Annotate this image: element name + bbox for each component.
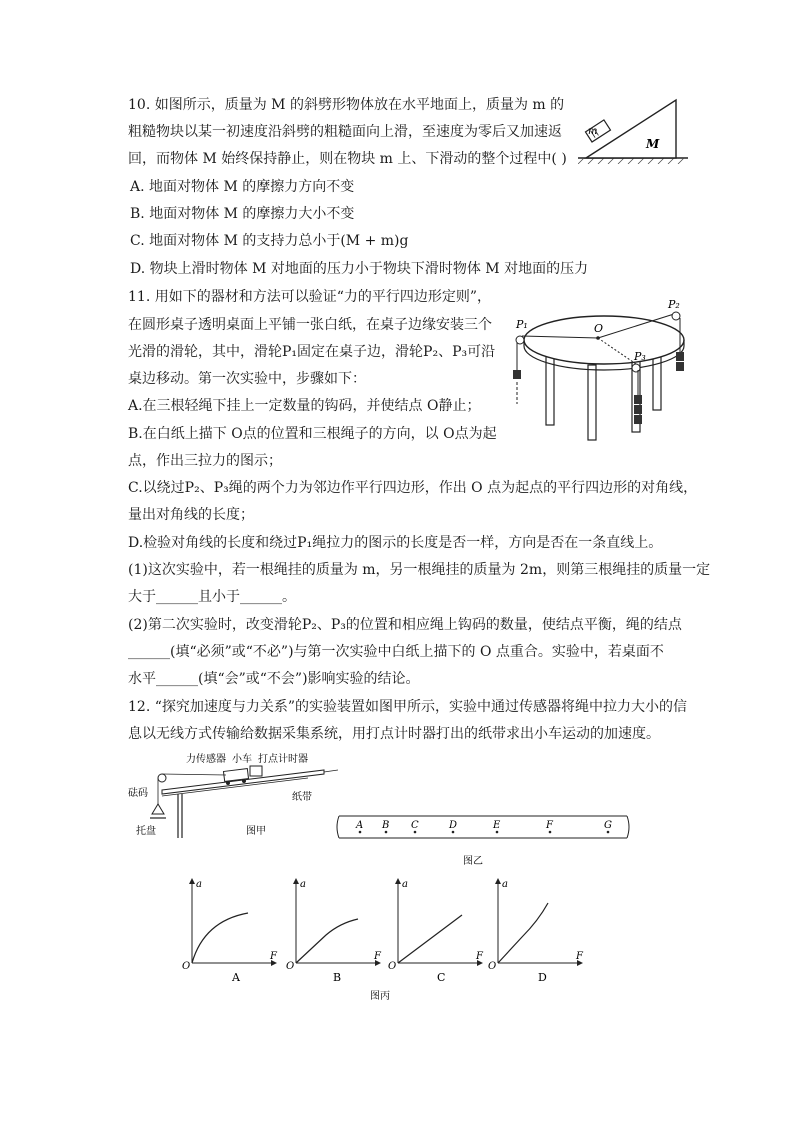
timer-label: 打点计时器 [258, 754, 308, 765]
graph-b-axis-y: a [300, 879, 306, 890]
q11-table-figure [508, 300, 688, 449]
q11-step-a: A.在三根轻绳下挂上一定数量的钩码，并使结点 O静止； [128, 398, 481, 414]
tape-point-a: A [356, 820, 364, 831]
q10-line-1: 10. 如图所示，质量为 M 的斜劈形物体放在水平地面上，质量为 m 的 [128, 97, 565, 113]
tape-point-d: D [449, 820, 458, 831]
weight-label: 砝码 [128, 788, 148, 799]
fig-jia-apparatus [128, 748, 338, 847]
q11-part-2-2: ______(填“必须”或“不必”)与第一次实验中白纸上描下的 O 点重合。实验中，若桌面不 [128, 644, 664, 660]
q10-option-a: A. 地面对物体 M 的摩擦力方向不变 [130, 179, 355, 195]
q11-line-1: 11. 用如下的器材和方法可以验证“力的平行四边形定则”， [128, 289, 492, 305]
tape-point-e: E [493, 820, 501, 831]
q10-option-d: D. 物块上滑时物体 M 对地面的压力小于物块下滑时物体 M 对地面的压力 [130, 261, 589, 277]
graph-d [488, 879, 584, 984]
graph-c-axis-x: F [476, 951, 483, 962]
tape-point-b: B [382, 820, 390, 831]
q11-line-3: 光滑的滑轮，其中，滑轮P₁固定在桌子边，滑轮P₂、P₃可沿 [128, 344, 496, 360]
q10-option-c: C. 地面对物体 M 的支持力总小于(M + m)g [130, 233, 409, 249]
p3-label: P₃ [634, 350, 646, 363]
M-label: M [646, 137, 660, 151]
q11-line-4: 桌边移动。第一次实验中，步骤如下： [128, 371, 366, 387]
graph-d-axis-x: F [576, 951, 583, 962]
q10-option-b: B. 地面对物体 M 的摩擦力大小不变 [130, 206, 355, 222]
tape-point-g: G [604, 820, 612, 831]
q11-step-c: C.以绕过P₂、P₃绳的两个力为邻边作平行四边形，作出 O 点为起点的平行四边形的对角线， [128, 480, 698, 496]
fig-jia-caption: 图甲 [246, 826, 266, 837]
graph-a [182, 879, 278, 984]
graph-d-origin: O [488, 961, 497, 972]
graph-c [388, 879, 484, 984]
q11-part-2-3: 水平______(填“会”或“不会”)影响实验的结论。 [128, 671, 420, 687]
graph-b-origin: O [286, 961, 295, 972]
graph-b-label: B [333, 971, 342, 984]
p1-label: P₁ [516, 318, 528, 331]
graph-a-axis-y: a [196, 879, 202, 890]
tape-point-c: C [411, 820, 419, 831]
p2-label: P₂ [668, 300, 680, 311]
q10-line-3: 回，而物体 M 始终保持静止，则在物块 m 上、下滑动的整个过程中( ) [128, 151, 567, 167]
cart-label: 小车 [232, 754, 252, 765]
tape-point-f: F [546, 820, 553, 831]
fig-yi-caption: 图乙 [463, 856, 483, 867]
q11-line-2: 在圆形桌子透明桌面上平铺一张白纸，在桌子边缘安装三个 [128, 317, 492, 333]
q11-step-c-2: 量出对角线的长度； [128, 507, 254, 523]
fig-bing-graphs [180, 875, 600, 1009]
q11-step-b-2: 点，作出三拉力的图示； [128, 453, 282, 469]
graph-a-axis-x: F [270, 951, 277, 962]
fig-bing-caption: 图丙 [370, 991, 390, 1002]
graph-c-origin: O [388, 961, 397, 972]
graph-c-label: C [437, 971, 446, 984]
tape-label: 纸带 [292, 792, 312, 803]
q11-step-d: D.检验对角线的长度和绕过P₁绳拉力的图示的长度是否一样，方向是否在一条直线上。 [128, 535, 663, 551]
q12-line-2: 息以无线方式传输给数据采集系统，用打点计时器打出的纸带求出小车运动的加速度。 [128, 726, 660, 742]
graph-a-origin: O [182, 961, 191, 972]
graph-b [286, 879, 382, 984]
q10-wedge-figure [578, 96, 688, 168]
graph-d-label: D [538, 971, 547, 984]
graph-b-axis-x: F [374, 951, 381, 962]
fig-yi-tape [335, 812, 635, 876]
m-label: m [588, 126, 598, 137]
tray-label: 托盘 [136, 826, 156, 837]
q12-line-1: 12. “探究加速度与力关系”的实验装置如图甲所示，实验中通过传感器将绳中拉力大小的信 [128, 699, 688, 715]
q11-part-2: (2)第二次实验时，改变滑轮P₂、P₃的位置和相应绳上钩码的数量，使结点平衡，绳的结点 [128, 617, 682, 633]
o-label: O [594, 322, 604, 335]
q11-step-b: B.在白纸上描下 O点的位置和三根绳子的方向，以 O点为起 [128, 426, 497, 442]
graph-d-axis-y: a [502, 879, 508, 890]
graph-c-axis-y: a [402, 879, 408, 890]
sensor-label: 力传感器 [186, 754, 226, 765]
q11-part-1: (1)这次实验中，若一根绳挂的质量为 m，另一根绳挂的质量为 2m，则第三根绳挂的质量一定 [128, 562, 711, 578]
graph-a-label: A [232, 971, 240, 984]
q11-part-1-2: 大于______且小于______。 [128, 589, 296, 605]
q10-line-2: 粗糙物块以某一初速度沿斜劈的粗糙面向上滑，至速度为零后又加速返 [128, 124, 562, 140]
